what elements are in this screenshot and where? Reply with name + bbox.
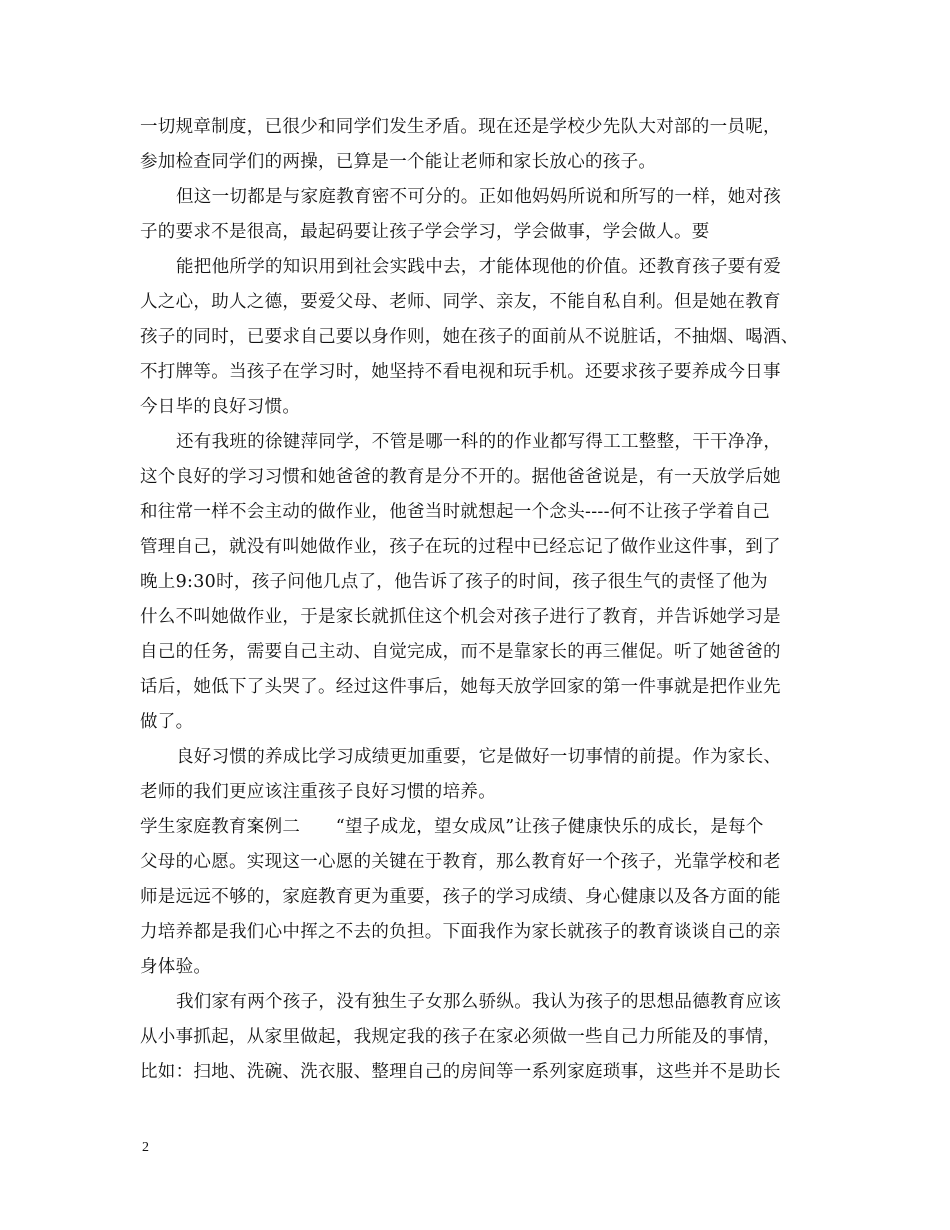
text-line: 话后，她低下了头哭了。经过这件事后，她每天放学回家的第一件事就是把作业先 (140, 677, 781, 697)
text-line: 这个良好的学习习惯和她爸爸的教育是分不开的。据他爸爸说是，有一天放学后她 (140, 467, 781, 487)
text-line: 今日毕的良好习惯。 (140, 397, 301, 417)
text-line: 不打牌等。当孩子在学习时，她坚持不看电视和玩手机。还要求孩子要养成今日事 (140, 362, 781, 382)
text-line: 子的要求不是很高，最起码要让孩子学会学习，学会做事，学会做人。要 (140, 222, 710, 242)
paragraph-start-line: 还有我班的徐键萍同学，不管是哪一科的的作业都写得工工整整，干干净净， (176, 432, 782, 452)
text-line: 孩子的同时，已要求自己要以身作则，她在孩子的面前从不说脏话，不抽烟、喝酒、 (140, 327, 799, 347)
text-line: 老师的我们更应该注重孩子良好习惯的培养。 (140, 782, 496, 802)
text-line: 从小事抓起，从家里做起，我规定我的孩子在家必须做一些自己力所能及的事情， (140, 1027, 781, 1047)
paragraph-start-line: 但这一切都是与家庭教育密不可分的。正如他妈妈所说和所写的一样，她对孩 (176, 187, 782, 207)
text-line: 师是远远不够的，家庭教育更为重要，孩子的学习成绩、身心健康以及各方面的能 (140, 887, 781, 907)
text-line: 身体验。 (140, 957, 212, 977)
text-line: 晚上9:30时，孩子问他几点了，他告诉了孩子的时间，孩子很生气的责怪了他为 (140, 572, 768, 592)
text-line: 人之心，助人之德，要爱父母、老师、同学、亲友，不能自私自利。但是她在教育 (140, 292, 781, 312)
text-line: 管理自己，就没有叫她做作业，孩子在玩的过程中已经忘记了做作业这件事，到了 (140, 537, 781, 557)
text-line: 比如：扫地、洗碗、洗衣服、整理自己的房间等一系列家庭琐事，这些并不是助长 (140, 1062, 781, 1082)
text-line: 自己的任务，需要自己主动、自觉完成，而不是靠家长的再三催促。听了她爸爸的 (140, 642, 781, 662)
text-line: 一切规章制度，已很少和同学们发生矛盾。现在还是学校少先队大对部的一员呢， (140, 117, 781, 137)
text-line: 做了。 (140, 712, 194, 732)
text-line: 什么不叫她做作业，于是家长就抓住这个机会对孩子进行了教育，并告诉她学习是 (140, 607, 781, 627)
paragraph-start-line: 能把他所学的知识用到社会实践中去，才能体现他的价值。还教育孩子要有爱 (176, 257, 782, 277)
page-number: 2 (142, 1140, 149, 1155)
section-heading-line: 学生家庭教育案例二 “望子成龙，望女成凤”让孩子健康快乐的成长，是每个 (140, 817, 764, 837)
paragraph-start-line: 我们家有两个孩子，没有独生子女那么骄纵。我认为孩子的思想品德教育应该 (176, 992, 782, 1012)
text-line: 力培养都是我们心中挥之不去的负担。下面我作为家长就孩子的教育谈谈自己的亲 (140, 922, 781, 942)
text-line: 父母的心愿。实现这一心愿的关键在于教育，那么教育好一个孩子，光靠学校和老 (140, 852, 781, 872)
paragraph-start-line: 良好习惯的养成比学习成绩更加重要，它是做好一切事情的前提。作为家长、 (176, 747, 782, 767)
text-line: 参加检查同学们的两操，已算是一个能让老师和家长放心的孩子。 (140, 152, 657, 172)
text-line: 和往常一样不会主动的做作业，他爸当时就想起一个念头----何不让孩子学着自己 (140, 502, 771, 522)
